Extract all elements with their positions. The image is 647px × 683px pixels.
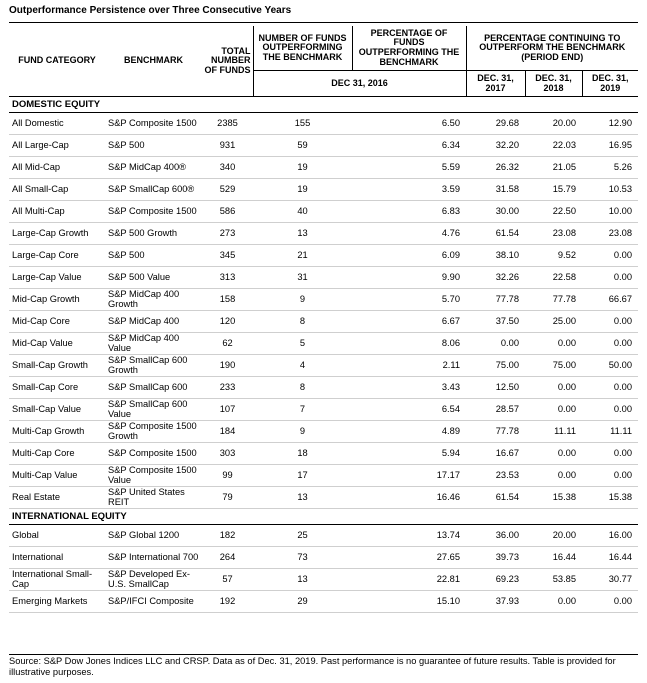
total-funds-cell: 529 <box>202 179 253 201</box>
total-funds-cell: 192 <box>202 591 253 613</box>
dec-2018-cell: 22.03 <box>525 135 582 157</box>
total-funds-cell: 233 <box>202 377 253 399</box>
percentage-outperforming-cell: 6.50 <box>352 113 466 135</box>
number-outperforming-cell: 25 <box>253 525 352 547</box>
table-body <box>9 97 638 613</box>
percentage-outperforming-cell: 3.43 <box>352 377 466 399</box>
benchmark-cell: S&P Composite 1500 Growth <box>105 421 202 443</box>
dec-2019-cell: 0.00 <box>582 399 638 421</box>
percentage-outperforming-cell: 15.10 <box>352 591 466 613</box>
dec-2019-cell: 0.00 <box>582 245 638 267</box>
table-row <box>9 355 638 377</box>
benchmark-cell: S&P SmallCap 600 Growth <box>105 355 202 377</box>
benchmark-cell: S&P 500 <box>105 135 202 157</box>
total-funds-cell: 99 <box>202 465 253 487</box>
total-funds-cell: 184 <box>202 421 253 443</box>
dec-2018-cell: 0.00 <box>525 333 582 355</box>
table-row <box>9 547 638 569</box>
dec-2018-cell: 0.00 <box>525 591 582 613</box>
dec-2019-cell: 30.77 <box>582 569 638 591</box>
header-dec-2019: DEC. 31, 2019 <box>582 71 638 97</box>
benchmark-cell: S&P/IFCI Composite <box>105 591 202 613</box>
dec-2019-cell: 5.26 <box>582 157 638 179</box>
percentage-outperforming-cell: 17.17 <box>352 465 466 487</box>
dec-2018-cell: 75.00 <box>525 355 582 377</box>
header-total-funds: TOTAL NUMBER OF FUNDS <box>202 26 253 97</box>
dec-2019-cell: 12.90 <box>582 113 638 135</box>
benchmark-cell: S&P Global 1200 <box>105 525 202 547</box>
dec-2017-cell: 69.23 <box>466 569 525 591</box>
number-outperforming-cell: 19 <box>253 157 352 179</box>
number-outperforming-cell: 18 <box>253 443 352 465</box>
dec-2017-cell: 75.00 <box>466 355 525 377</box>
fund-category-cell: Multi-Cap Growth <box>9 421 105 443</box>
total-funds-cell: 107 <box>202 399 253 421</box>
table-row <box>9 569 638 591</box>
fund-category-cell: Multi-Cap Core <box>9 443 105 465</box>
percentage-outperforming-cell: 5.59 <box>352 157 466 179</box>
dec-2018-cell: 0.00 <box>525 399 582 421</box>
number-outperforming-cell: 31 <box>253 267 352 289</box>
fund-category-cell: Emerging Markets <box>9 591 105 613</box>
table-row <box>9 333 638 355</box>
table-row <box>9 311 638 333</box>
number-outperforming-cell: 59 <box>253 135 352 157</box>
number-outperforming-cell: 40 <box>253 201 352 223</box>
percentage-outperforming-cell: 6.67 <box>352 311 466 333</box>
percentage-outperforming-cell: 2.11 <box>352 355 466 377</box>
header-date-2016: DEC 31, 2016 <box>253 71 466 97</box>
benchmark-cell: S&P MidCap 400 Growth <box>105 289 202 311</box>
dec-2018-cell: 15.38 <box>525 487 582 509</box>
dec-2018-cell: 20.00 <box>525 525 582 547</box>
dec-2017-cell: 39.73 <box>466 547 525 569</box>
dec-2017-cell: 32.20 <box>466 135 525 157</box>
dec-2019-cell: 16.95 <box>582 135 638 157</box>
dec-2019-cell: 0.00 <box>582 465 638 487</box>
footer-divider <box>9 654 638 655</box>
table-row <box>9 443 638 465</box>
dec-2018-cell: 0.00 <box>525 465 582 487</box>
dec-2017-cell: 32.26 <box>466 267 525 289</box>
dec-2019-cell: 15.38 <box>582 487 638 509</box>
dec-2019-cell: 0.00 <box>582 591 638 613</box>
number-outperforming-cell: 21 <box>253 245 352 267</box>
dec-2019-cell: 16.44 <box>582 547 638 569</box>
dec-2017-cell: 38.10 <box>466 245 525 267</box>
dec-2019-cell: 66.67 <box>582 289 638 311</box>
section-heading: DOMESTIC EQUITY <box>9 97 638 113</box>
table-row <box>9 201 638 223</box>
fund-category-cell: Real Estate <box>9 487 105 509</box>
fund-category-cell: All Domestic <box>9 113 105 135</box>
number-outperforming-cell: 5 <box>253 333 352 355</box>
dec-2018-cell: 23.08 <box>525 223 582 245</box>
benchmark-cell: S&P Developed Ex-U.S. SmallCap <box>105 569 202 591</box>
fund-category-cell: Large-Cap Core <box>9 245 105 267</box>
total-funds-cell: 120 <box>202 311 253 333</box>
number-outperforming-cell: 9 <box>253 421 352 443</box>
dec-2017-cell: 37.50 <box>466 311 525 333</box>
percentage-outperforming-cell: 22.81 <box>352 569 466 591</box>
source-note: Source: S&P Dow Jones Indices LLC and CRSP. Data as of Dec. 31, 2019. Past performance is no guarantee of future results. Table is provided for illustrative purposes. <box>9 656 616 677</box>
benchmark-cell: S&P Composite 1500 <box>105 443 202 465</box>
table-row <box>9 267 638 289</box>
dec-2019-cell: 50.00 <box>582 355 638 377</box>
dec-2019-cell: 0.00 <box>582 311 638 333</box>
percentage-outperforming-cell: 4.76 <box>352 223 466 245</box>
dec-2018-cell: 15.79 <box>525 179 582 201</box>
fund-category-cell: Large-Cap Value <box>9 267 105 289</box>
fund-category-cell: International <box>9 547 105 569</box>
total-funds-cell: 57 <box>202 569 253 591</box>
fund-category-cell: Large-Cap Growth <box>9 223 105 245</box>
total-funds-cell: 182 <box>202 525 253 547</box>
total-funds-cell: 62 <box>202 333 253 355</box>
dec-2019-cell: 10.00 <box>582 201 638 223</box>
number-outperforming-cell: 73 <box>253 547 352 569</box>
dec-2017-cell: 61.54 <box>466 223 525 245</box>
dec-2018-cell: 20.00 <box>525 113 582 135</box>
total-funds-cell: 586 <box>202 201 253 223</box>
total-funds-cell: 158 <box>202 289 253 311</box>
benchmark-cell: S&P SmallCap 600® <box>105 179 202 201</box>
total-funds-cell: 190 <box>202 355 253 377</box>
dec-2019-cell: 11.11 <box>582 421 638 443</box>
percentage-outperforming-cell: 5.70 <box>352 289 466 311</box>
dec-2017-cell: 31.58 <box>466 179 525 201</box>
table-row <box>9 487 638 509</box>
fund-category-cell: Small-Cap Growth <box>9 355 105 377</box>
fund-category-cell: Small-Cap Core <box>9 377 105 399</box>
dec-2018-cell: 11.11 <box>525 421 582 443</box>
dec-2019-cell: 16.00 <box>582 525 638 547</box>
table-row <box>9 591 638 613</box>
table-row <box>9 525 638 547</box>
percentage-outperforming-cell: 27.65 <box>352 547 466 569</box>
dec-2018-cell: 22.50 <box>525 201 582 223</box>
dec-2019-cell: 0.00 <box>582 267 638 289</box>
percentage-outperforming-cell: 13.74 <box>352 525 466 547</box>
total-funds-cell: 2385 <box>202 113 253 135</box>
dec-2019-cell: 0.00 <box>582 333 638 355</box>
number-outperforming-cell: 4 <box>253 355 352 377</box>
number-outperforming-cell: 8 <box>253 377 352 399</box>
dec-2017-cell: 77.78 <box>466 289 525 311</box>
dec-2018-cell: 9.52 <box>525 245 582 267</box>
fund-category-cell: Mid-Cap Growth <box>9 289 105 311</box>
table-row <box>9 377 638 399</box>
percentage-outperforming-cell: 4.89 <box>352 421 466 443</box>
dec-2018-cell: 53.85 <box>525 569 582 591</box>
header-dec-2018: DEC. 31, 2018 <box>525 71 582 97</box>
benchmark-cell: S&P MidCap 400 <box>105 311 202 333</box>
benchmark-cell: S&P MidCap 400® <box>105 157 202 179</box>
dec-2019-cell: 23.08 <box>582 223 638 245</box>
fund-category-cell: All Multi-Cap <box>9 201 105 223</box>
number-outperforming-cell: 7 <box>253 399 352 421</box>
header-fund-category: FUND CATEGORY <box>9 26 105 97</box>
fund-category-cell: All Large-Cap <box>9 135 105 157</box>
total-funds-cell: 340 <box>202 157 253 179</box>
persistence-table <box>9 26 638 613</box>
dec-2019-cell: 0.00 <box>582 443 638 465</box>
number-outperforming-cell: 19 <box>253 179 352 201</box>
dec-2017-cell: 77.78 <box>466 421 525 443</box>
header-dec-2017: DEC. 31, 2017 <box>466 71 525 97</box>
dec-2017-cell: 30.00 <box>466 201 525 223</box>
benchmark-cell: S&P Composite 1500 <box>105 201 202 223</box>
fund-category-cell: Multi-Cap Value <box>9 465 105 487</box>
number-outperforming-cell: 29 <box>253 591 352 613</box>
dec-2018-cell: 77.78 <box>525 289 582 311</box>
benchmark-cell: S&P MidCap 400 Value <box>105 333 202 355</box>
number-outperforming-cell: 8 <box>253 311 352 333</box>
number-outperforming-cell: 13 <box>253 223 352 245</box>
dec-2017-cell: 26.32 <box>466 157 525 179</box>
dec-2018-cell: 0.00 <box>525 377 582 399</box>
dec-2018-cell: 21.05 <box>525 157 582 179</box>
fund-category-cell: Mid-Cap Value <box>9 333 105 355</box>
fund-category-cell: Mid-Cap Core <box>9 311 105 333</box>
dec-2017-cell: 12.50 <box>466 377 525 399</box>
number-outperforming-cell: 9 <box>253 289 352 311</box>
percentage-outperforming-cell: 5.94 <box>352 443 466 465</box>
header-number-outperforming: NUMBER OF FUNDS OUTPERFORMING THE BENCHMARK <box>253 26 352 71</box>
benchmark-cell: S&P 500 Growth <box>105 223 202 245</box>
total-funds-cell: 931 <box>202 135 253 157</box>
dec-2017-cell: 37.93 <box>466 591 525 613</box>
header-percentage-outperforming: PERCENTAGE OF FUNDS OUTPERFORMING THE BENCHMARK <box>352 26 466 71</box>
table-row <box>9 245 638 267</box>
dec-2019-cell: 0.00 <box>582 377 638 399</box>
benchmark-cell: S&P SmallCap 600 <box>105 377 202 399</box>
percentage-outperforming-cell: 3.59 <box>352 179 466 201</box>
percentage-outperforming-cell: 6.54 <box>352 399 466 421</box>
section-row <box>9 97 638 113</box>
number-outperforming-cell: 13 <box>253 569 352 591</box>
dec-2018-cell: 0.00 <box>525 443 582 465</box>
number-outperforming-cell: 17 <box>253 465 352 487</box>
benchmark-cell: S&P Composite 1500 Value <box>105 465 202 487</box>
total-funds-cell: 79 <box>202 487 253 509</box>
table-row <box>9 289 638 311</box>
dec-2017-cell: 61.54 <box>466 487 525 509</box>
fund-category-cell: International Small-Cap <box>9 569 105 591</box>
header-percentage-continuing: PERCENTAGE CONTINUING TO OUTPERFORM THE BENCHMARK (PERIOD END) <box>466 26 638 71</box>
table-row <box>9 135 638 157</box>
percentage-outperforming-cell: 9.90 <box>352 267 466 289</box>
table-row <box>9 113 638 135</box>
dec-2017-cell: 0.00 <box>466 333 525 355</box>
fund-category-cell: All Mid-Cap <box>9 157 105 179</box>
table-row <box>9 157 638 179</box>
dec-2017-cell: 28.57 <box>466 399 525 421</box>
dec-2019-cell: 10.53 <box>582 179 638 201</box>
total-funds-cell: 303 <box>202 443 253 465</box>
table-row <box>9 465 638 487</box>
table-row <box>9 223 638 245</box>
fund-category-cell: Global <box>9 525 105 547</box>
total-funds-cell: 273 <box>202 223 253 245</box>
fund-category-cell: All Small-Cap <box>9 179 105 201</box>
total-funds-cell: 264 <box>202 547 253 569</box>
section-heading: INTERNATIONAL EQUITY <box>9 509 638 525</box>
number-outperforming-cell: 13 <box>253 487 352 509</box>
dec-2017-cell: 29.68 <box>466 113 525 135</box>
dec-2017-cell: 16.67 <box>466 443 525 465</box>
dec-2017-cell: 23.53 <box>466 465 525 487</box>
benchmark-cell: S&P 500 <box>105 245 202 267</box>
dec-2018-cell: 25.00 <box>525 311 582 333</box>
dec-2017-cell: 36.00 <box>466 525 525 547</box>
benchmark-cell: S&P SmallCap 600 Value <box>105 399 202 421</box>
total-funds-cell: 345 <box>202 245 253 267</box>
benchmark-cell: S&P United States REIT <box>105 487 202 509</box>
title-divider <box>9 22 638 23</box>
percentage-outperforming-cell: 16.46 <box>352 487 466 509</box>
section-row <box>9 509 638 525</box>
dec-2018-cell: 22.58 <box>525 267 582 289</box>
table-row <box>9 399 638 421</box>
table-row <box>9 179 638 201</box>
benchmark-cell: S&P 500 Value <box>105 267 202 289</box>
header-benchmark: BENCHMARK <box>105 26 202 97</box>
percentage-outperforming-cell: 6.83 <box>352 201 466 223</box>
table-title: Outperformance Persistence over Three Consecutive Years <box>9 5 292 16</box>
percentage-outperforming-cell: 6.09 <box>352 245 466 267</box>
table-row <box>9 421 638 443</box>
fund-category-cell: Small-Cap Value <box>9 399 105 421</box>
number-outperforming-cell: 155 <box>253 113 352 135</box>
benchmark-cell: S&P Composite 1500 <box>105 113 202 135</box>
total-funds-cell: 313 <box>202 267 253 289</box>
percentage-outperforming-cell: 8.06 <box>352 333 466 355</box>
percentage-outperforming-cell: 6.34 <box>352 135 466 157</box>
benchmark-cell: S&P International 700 <box>105 547 202 569</box>
dec-2018-cell: 16.44 <box>525 547 582 569</box>
